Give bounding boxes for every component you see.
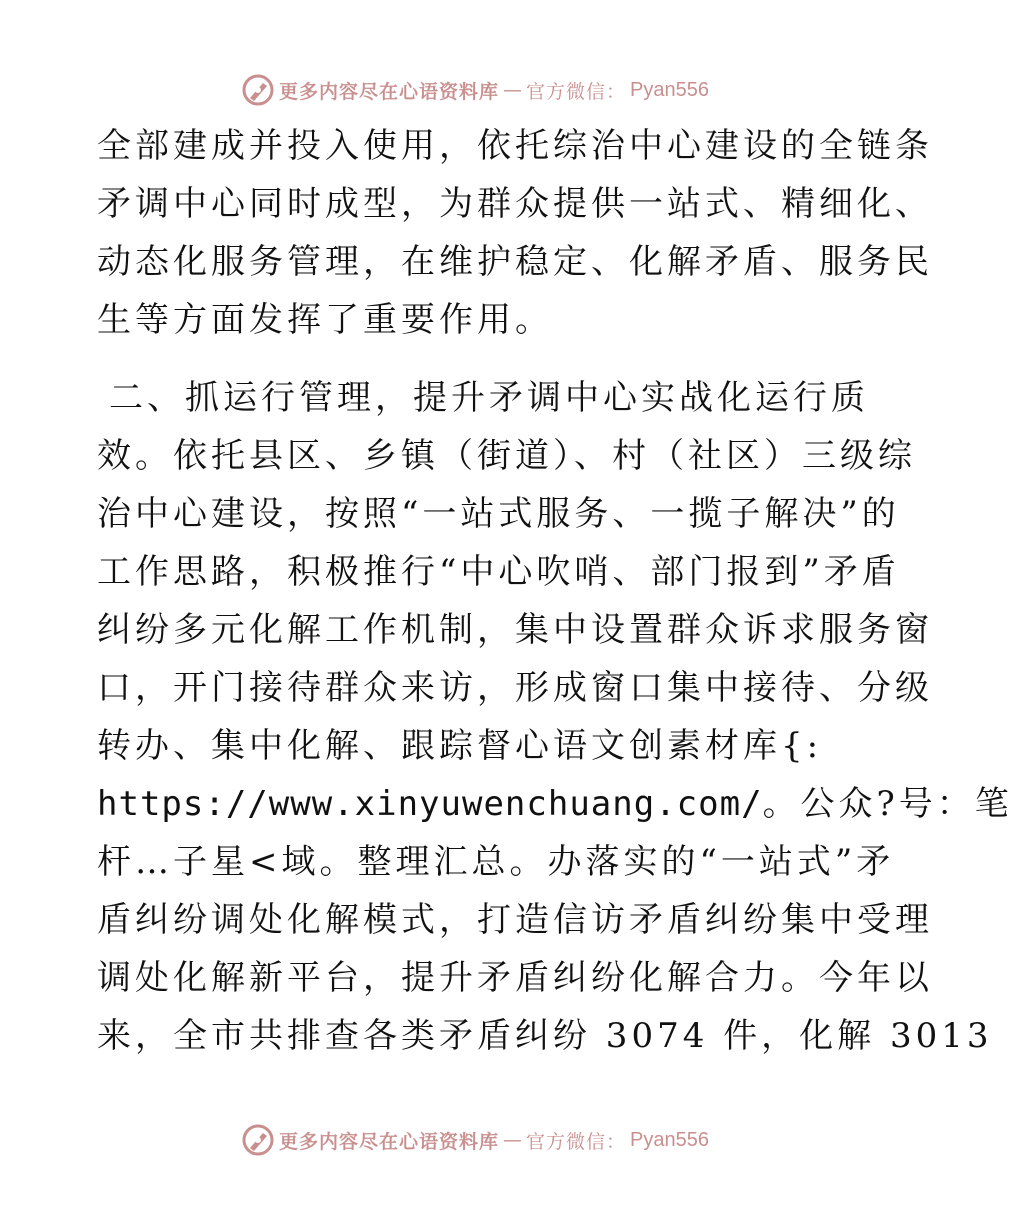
watermark-separator: — [503,79,523,101]
paragraph-gap [97,349,857,369]
watermark-separator: — [503,1129,523,1151]
url-line-rest: 。公众?号：笔 [762,784,1013,824]
text-line: 全部建成并投入使用，依托综治中心建设的全链条 [97,126,933,166]
text-line: 效。依托县区、乡镇（街道）、村（社区）三级综 [97,436,916,476]
text-line: 口，开门接待群众来访，形成窗口集中接待、分级 [97,668,933,708]
text-line: 转办、集中化解、跟踪督心语文创素材库{: [97,726,823,766]
text-line: 来，全市共排查各类矛盾纠纷 3074 件，化解 3013 [97,1016,993,1056]
header-watermark [0,70,950,110]
text-line: 调处化解新平台，提升矛盾纠纷化解合力。今年以 [97,958,933,998]
pen-logo-icon [241,73,275,107]
url-link[interactable]: https://www.xinyuwenchuang.com/ [97,784,763,824]
text-line: 纠纷多元化解工作机制，集中设置群众诉求服务窗 [97,610,933,650]
document-body [97,117,1013,1065]
text-line: 杆…子星<域。整理汇总。办落实的“一站式”矛 [97,842,895,882]
text-line: 矛调中心同时成型，为群众提供一站式、精细化、 [97,184,933,224]
section-heading: 二、抓运行管理，提升矛调中心实战化运行质 [109,378,869,418]
text-line: 生等方面发挥了重要作用。 [97,300,553,340]
watermark-subtext: 官方微信： [526,80,627,103]
url-line [97,775,1013,833]
text-line: 工作思路，积极推行“中心吹哨、部门报到”矛盾 [97,552,900,592]
watermark-text: 更多内容尽在心语资料库 [279,80,500,103]
watermark-text: 更多内容尽在心语资料库 [279,1130,500,1153]
text-line: 治中心建设，按照“一站式服务、一揽子解决”的 [97,494,900,534]
text-line: 动态化服务管理，在维护稳定、化解矛盾、服务民 [97,242,933,282]
watermark-id: Pyan556 [630,1128,709,1151]
pen-logo-icon [241,1123,275,1157]
watermark-id: Pyan556 [630,78,709,101]
footer-watermark [0,1120,950,1160]
text-line: 盾纠纷调处化解模式，打造信访矛盾纠纷集中受理 [97,900,933,940]
watermark-subtext: 官方微信： [526,1130,627,1153]
